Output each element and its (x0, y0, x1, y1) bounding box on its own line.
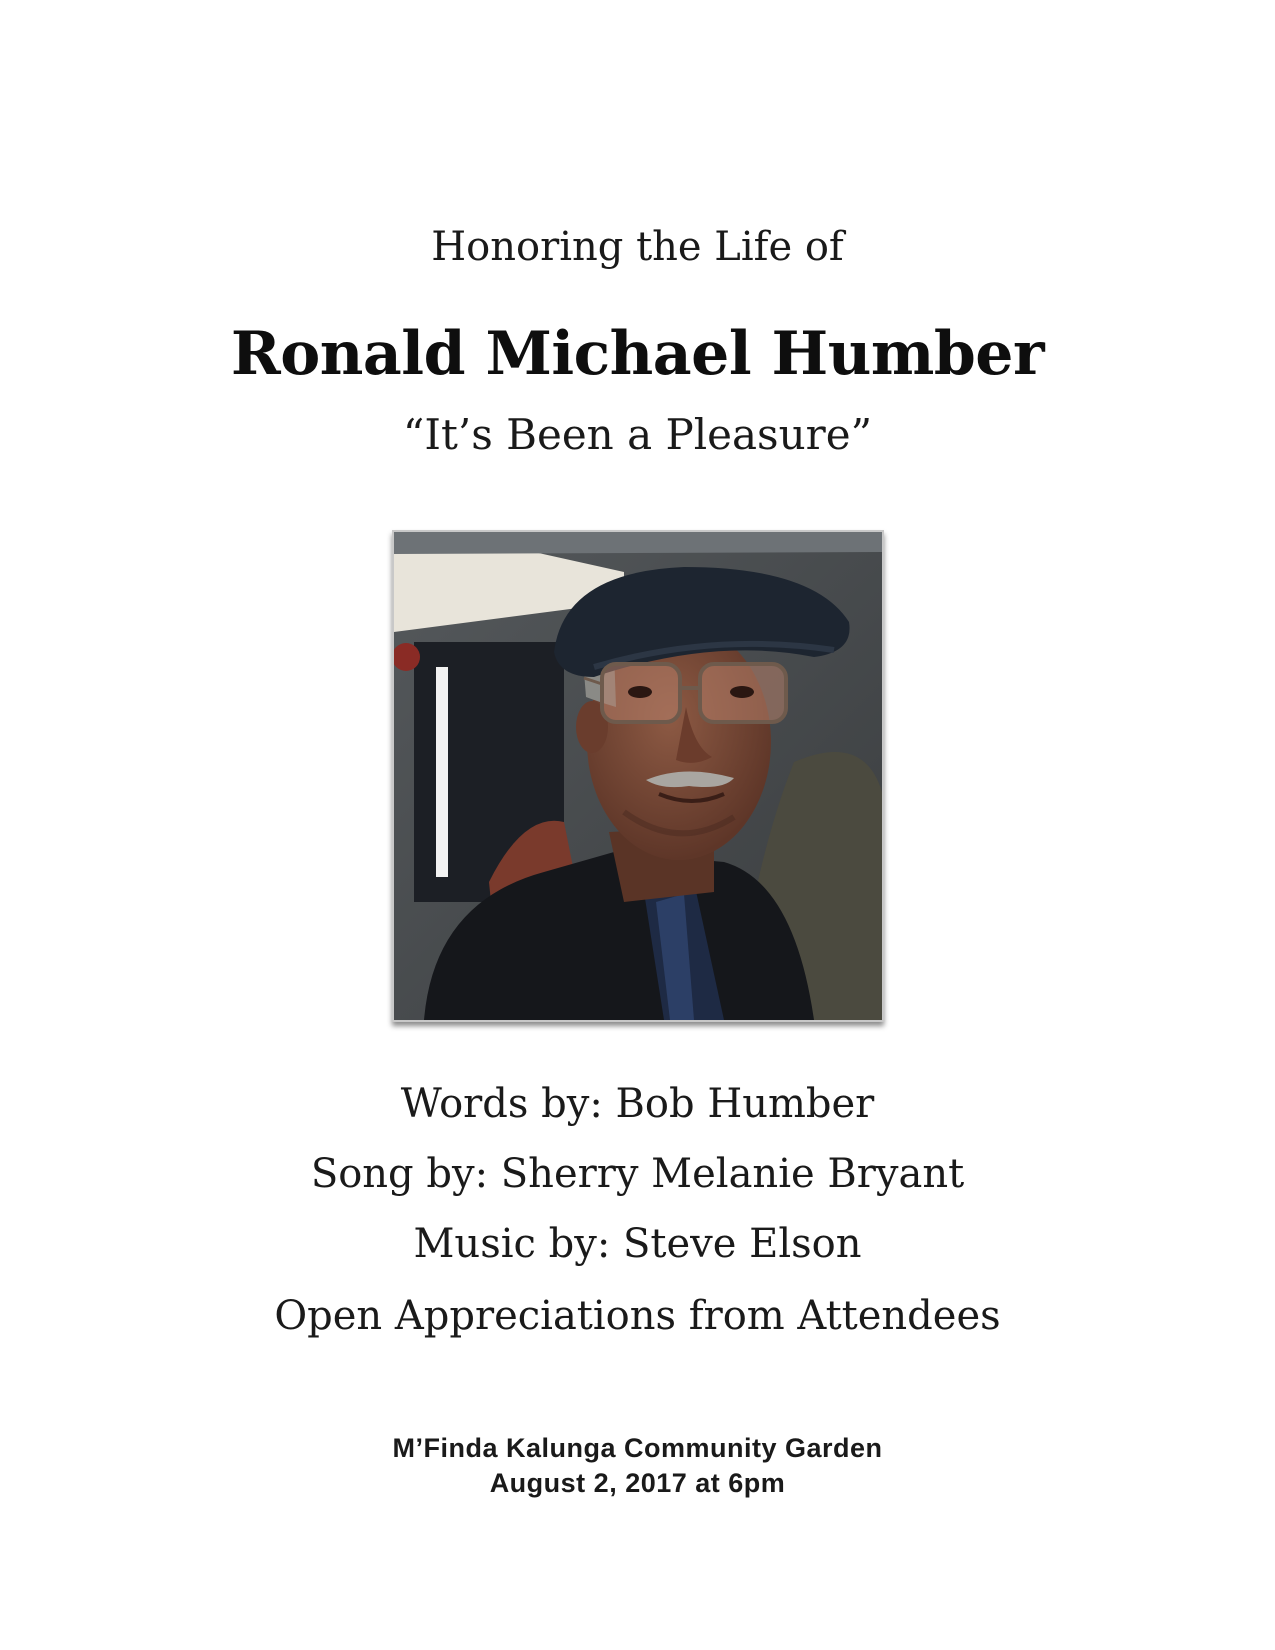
tagline: “It’s Been a Pleasure” (402, 410, 873, 459)
event-datetime: August 2, 2017 at 6pm (489, 1468, 786, 1498)
event-venue: M’Finda Kalunga Community Garden (392, 1433, 883, 1463)
credit-music: Music by: Steve Elson (413, 1221, 862, 1267)
portrait-photo (392, 530, 884, 1022)
intro-heading: Honoring the Life of (431, 224, 844, 270)
credit-song: Song by: Sherry Melanie Bryant (310, 1151, 965, 1197)
credit-words: Words by: Bob Humber (400, 1081, 875, 1127)
open-appreciations: Open Appreciations from Attendees (274, 1293, 1001, 1339)
honoree-name: Ronald Michael Humber (230, 319, 1045, 389)
portrait-illustration (394, 532, 882, 1020)
